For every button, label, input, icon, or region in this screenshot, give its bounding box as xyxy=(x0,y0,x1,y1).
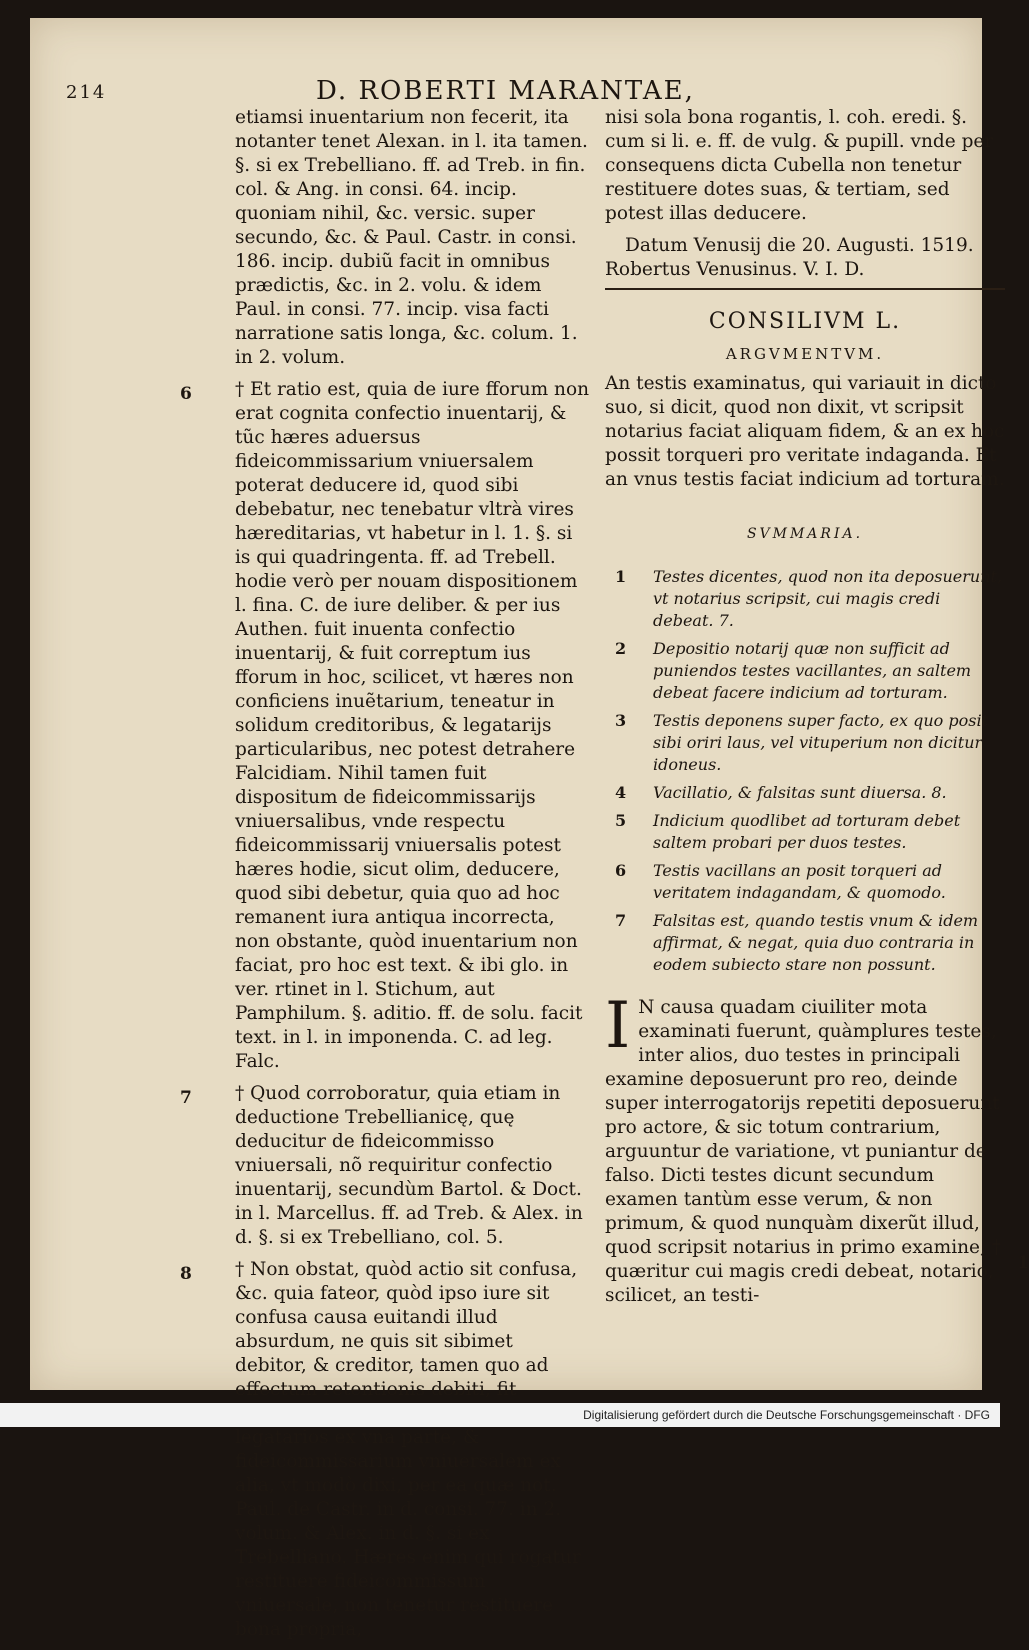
paragraph xyxy=(30,106,590,370)
summaria-number: 6 xyxy=(615,861,627,880)
summaria-item xyxy=(605,782,1005,804)
margin-number: 6 xyxy=(180,384,192,404)
running-title: D. ROBERTI MARANTAE, xyxy=(316,76,695,106)
summaria-item xyxy=(605,860,1005,904)
margin-number: 1 xyxy=(1017,1253,1029,1273)
case-text xyxy=(605,989,1029,1308)
summaria-item xyxy=(605,710,1005,776)
summaria-text: Vacillatio, & falsitas sunt diuersa. 8. xyxy=(653,783,947,802)
argumentum-text: An testis examinatus, qui variauit in dicto suo, si dicit, quod non dixit, vt scripsit notarius faciat aliquam fidem, & an ex hoc possit torqueri pro veritate indaganda. Et an vnus testis faciat indicium ad torturam. xyxy=(605,373,1005,490)
paragraph-text: † Quod corroboratur, quia etiam in deductione Trebellianicę, quę deducitur de fideicommisso vniuersali, nõ requiritur confectio inuentarij, secundùm Bartol. & Doct. in l. Marcellus. ff. ad Treb. & Alex. in d. §. si ex Trebelliano, col. 5. xyxy=(235,1083,583,1248)
continuation-text: nisi sola bona rogantis, l. coh. eredi. §. cum si li. e. ff. de vulg. & pupill. vnde per consequens dicta Cubella non tenetur restituere dotes suas, & tertiam, sed potest illas deducere. xyxy=(605,107,994,224)
paragraph-text: etiamsi inuentarium non fecerit, ita notanter tenet Alexan. in l. ita tamen. §. si ex Trebelliano. ff. ad Treb. in fin. col. & Ang. in consi. 64. incip. quoniam nihil, &c. versic. super secundo, &c. & Paul. Castr. in consi. 186. incip. dubiũ facit in omnibus prædictis, &c. in 2. volu. & idem Paul. in consi. 77. incip. visa facti narratione satis longa, &c. colum. 1. in 2. volum. xyxy=(235,107,588,368)
paragraph-text: † Et ratio est, quia de iure fforum non erat cognita confectio inuentarij, & tũc hæres aduersus fideicommissarium vniuersalem poterat deducere id, quod sibi debebatur, nec tenebatur vltrà vires hæreditarias, vt habetur in l. 1. §. si is qui quadringenta. ff. ad Trebell. hodie verò per nouam dispositionem l. fina. C. de iure deliber. & per ius Authen. fuit inuenta confectio inuentarij, & fuit correptum ius fforum in hoc, scilicet, vt hæres non conficiens inuẽtarium, teneatur in solidum creditoribus, & legatarijs particularibus, nec potest detrahere Falcidiam. Nihil tamen fuit dispositum de fideicommissarijs vniuersalibus, vnde respectu fideicommissarij vniuersalis potest hæres hodie, sicut olim, deducere, quod sibi debetur, quia quo ad hoc remanent iura antiqua incorrecta, non obstante, quòd inuentarium non faciat, pro hoc est text. & ibi glo. in ver. rtinet in l. Stichum, aut Pamphilum. §. aditio. ff. de solu. facit text. in l. in imponenda. C. ad leg. Falc. xyxy=(235,379,590,1072)
consilium-title: CONSILIVM L. xyxy=(708,309,902,334)
summaria-number: 3 xyxy=(615,711,627,730)
summaria-text: Testes dicentes, quod non ita deposuerunt, vt notarius scripsit, cui magis credi debeat. 7. xyxy=(653,567,1003,630)
divider-rule xyxy=(605,288,1005,290)
summaria-text: Testis deponens super facto, ex quo posit sibi oriri laus, vel vituperium non dicitur idoneus. xyxy=(653,711,989,774)
margin-number: 7 xyxy=(180,1088,192,1108)
summaria-item xyxy=(605,638,1005,704)
summaria-number: 4 xyxy=(615,783,627,802)
signature: Robertus Venusinus. V. I. D. xyxy=(605,259,865,280)
summaria-text: Testis vacillans an posit torqueri ad veritatem indagandam, & quomodo. xyxy=(653,861,946,902)
summaria-number: 1 xyxy=(615,567,627,586)
summaria-text: Depositio notarij quæ non sufficit ad puniendos testes vacillantes, an saltem debeat facere indicium ad torturam. xyxy=(653,639,972,702)
summaria-text: Falsitas est, quando testis vnum & idem affirmat, & negat, quia duo contraria in eodem subiecto stare non possunt. xyxy=(653,911,979,974)
paragraph xyxy=(30,378,590,1074)
summaria-item xyxy=(605,910,1005,976)
case-body: N causa quadam ciuiliter mota examinati fuerunt, quàmplures testes, inter alios, duo testes in principali examine deposuerunt pro reo, deinde super interrogatorijs repetiti deposuerunt pro actore, & sic totum contrarium, arguuntur de variatione, vt puniantur de falso. Dicti testes dicunt secundum examen tantùm esse verum, & non primum, & quod nunquàm dixerũt illud, quod scripsit notarius in primo examine, † quæritur cui magis credi debeat, notario, scilicet, an testi- xyxy=(605,997,1001,1306)
summaria-title: SVMMARIA. xyxy=(746,526,864,542)
date-line: Datum Venusij die 20. Augusti. 1519. xyxy=(625,235,974,256)
summaria-item xyxy=(605,810,1005,854)
summaria-text: Indicium quodlibet ad torturam debet saltem probari per duos testes. xyxy=(653,811,961,852)
summaria-item xyxy=(605,566,1005,632)
summaria-list xyxy=(605,566,1005,976)
summaria-number: 2 xyxy=(615,639,627,658)
summaria-number: 7 xyxy=(615,911,627,930)
page-number: 214 xyxy=(66,82,107,103)
drop-cap: I xyxy=(605,989,631,1063)
right-column xyxy=(605,106,1029,1308)
summaria-number: 5 xyxy=(615,811,627,830)
argumentum-title: ARGVMENTVM. xyxy=(725,345,885,363)
footer-text: Digitalisierung gefördert durch die Deutsche Forschungsgemeinschaft · DFG xyxy=(583,1408,990,1422)
paragraph xyxy=(30,1082,590,1250)
paragraph xyxy=(30,1258,590,1642)
digitization-footer xyxy=(0,1403,1000,1427)
margin-number: 8 xyxy=(180,1264,192,1284)
paragraph-text: † Non obstat, quòd actio sit confusa, &c. quia fateor, quòd ipso iure sit confusa causa euitandi illud absurdum, ne quis sit sibimet debitor, & creditor, tamen quo ad effectum retentionis debiti, fit legatarios ex vna parte, & fideicommissarium vniuersalem ex alia, vt modò dixi, per ea quæ not. Paul. de Castr. in d. consi. 77. in 2. volum. & Alex. in d. §. si ex Trebelliano. Hæres enim qui rogatur restituere fideicommissum vniuersale, non tenetur restituere bona propria, xyxy=(235,1259,581,1640)
